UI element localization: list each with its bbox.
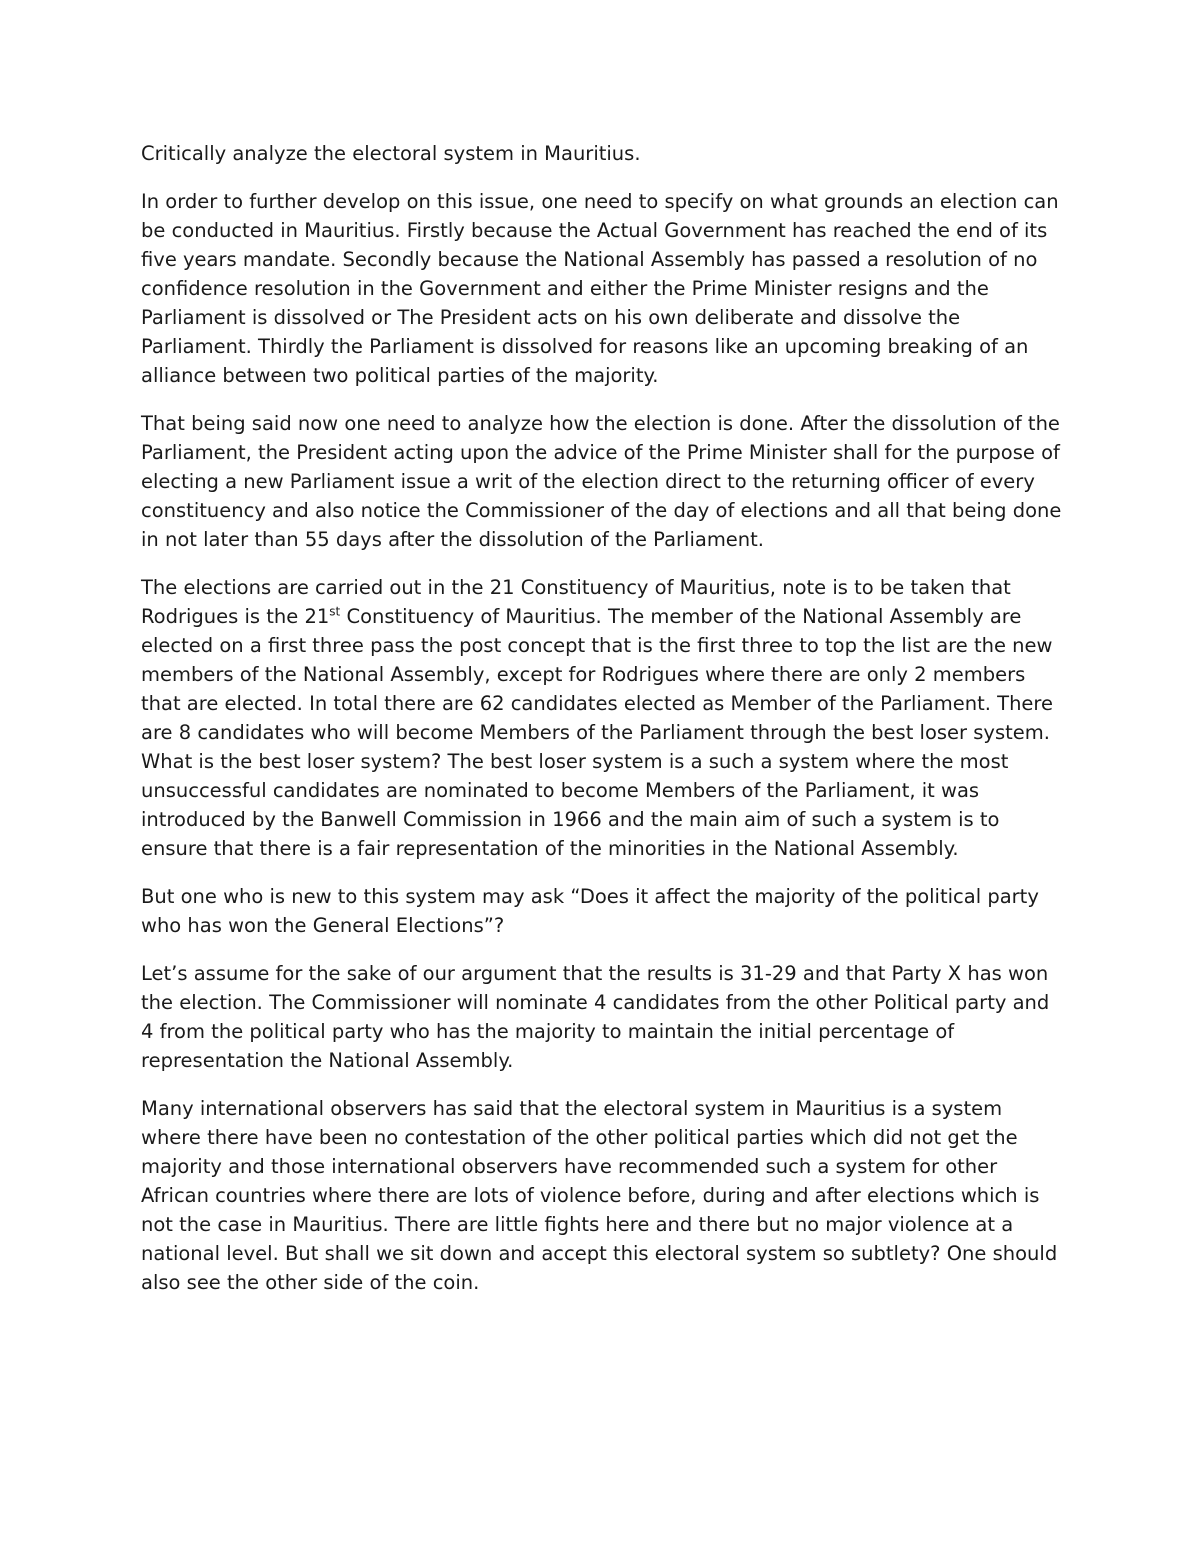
paragraph-3-part-2: Constituency of Mauritius. The member of the National Assembly are elected on a first three pass the post concept that is the first three to top the list are the new members of the National Assembly, except for Rodrigues where there are only 2 members that are elected. In total there are 62 candidates elected as Member of the Parliament. There are 8 candidates who will become Members of the Parliament through the best loser system. What is the best loser system? The best loser system is a such a system where the most unsuccessful candidates are nominated to become Members of the Parliament, it was introduced by the Banwell Commission in 1966 and the main aim of such a system is to ensure that there is a fair representation of the minorities in the National Assembly. [141,605,1054,860]
document-title: Critically analyze the electoral system in Mauritius. [141,142,641,165]
paragraph-1: In order to further develop on this issue, one need to specify on what grounds an election can be conducted in Mauritius. Firstly because the Actual Government has reached the end of its five years mandate. Secondly because the National Assembly has passed a resolution of no confidence resolution in the Government and either the Prime Minister resigns and the Parliament is dissolved or The President acts on his own deliberate and dissolve the Parliament. Thirdly the Parliament is dissolved for reasons like an upcoming breaking of an alliance between two political parties of the majority. [141,190,1059,387]
paragraph-3 [141,573,1066,863]
paragraph-5: Let’s assume for the sake of our argument that the results is 31-29 and that Party X has won the election. The Commissioner will nominate 4 candidates from the other Political party and 4 from the political party who has the majority to maintain the initial percentage of representation the National Assembly. [141,962,1050,1072]
ordinal-superscript: st [329,604,341,619]
document-body [141,139,1066,1316]
paragraph-6: Many international observers has said that the electoral system in Mauritius is a system where there have been no contestation of the other political parties which did not get the majority and those international observers have recommended such a system for other African countries where there are lots of violence before, during and after elections which is not the case in Mauritius. There are little fights here and there but no major violence at a national level. But shall we sit down and accept this electoral system so subtlety? One should also see the other side of the coin. [141,1097,1058,1294]
paragraph-3-part-1: The elections are carried out in the 21 Constituency of Mauritius, note is to be taken that Rodrigues is the 21 [141,576,1011,628]
paragraph-2: That being said now one need to analyze how the election is done. After the dissolution of the Parliament, the President acting upon the advice of the Prime Minister shall for the purpose of electing a new Parliament issue a writ of the election direct to the returning officer of every constituency and also notice the Commissioner of the day of elections and all that being done in not later than 55 days after the dissolution of the Parliament. [141,412,1062,551]
paragraph-4: But one who is new to this system may ask “Does it affect the majority of the political party who has won the General Elections”? [141,885,1039,937]
